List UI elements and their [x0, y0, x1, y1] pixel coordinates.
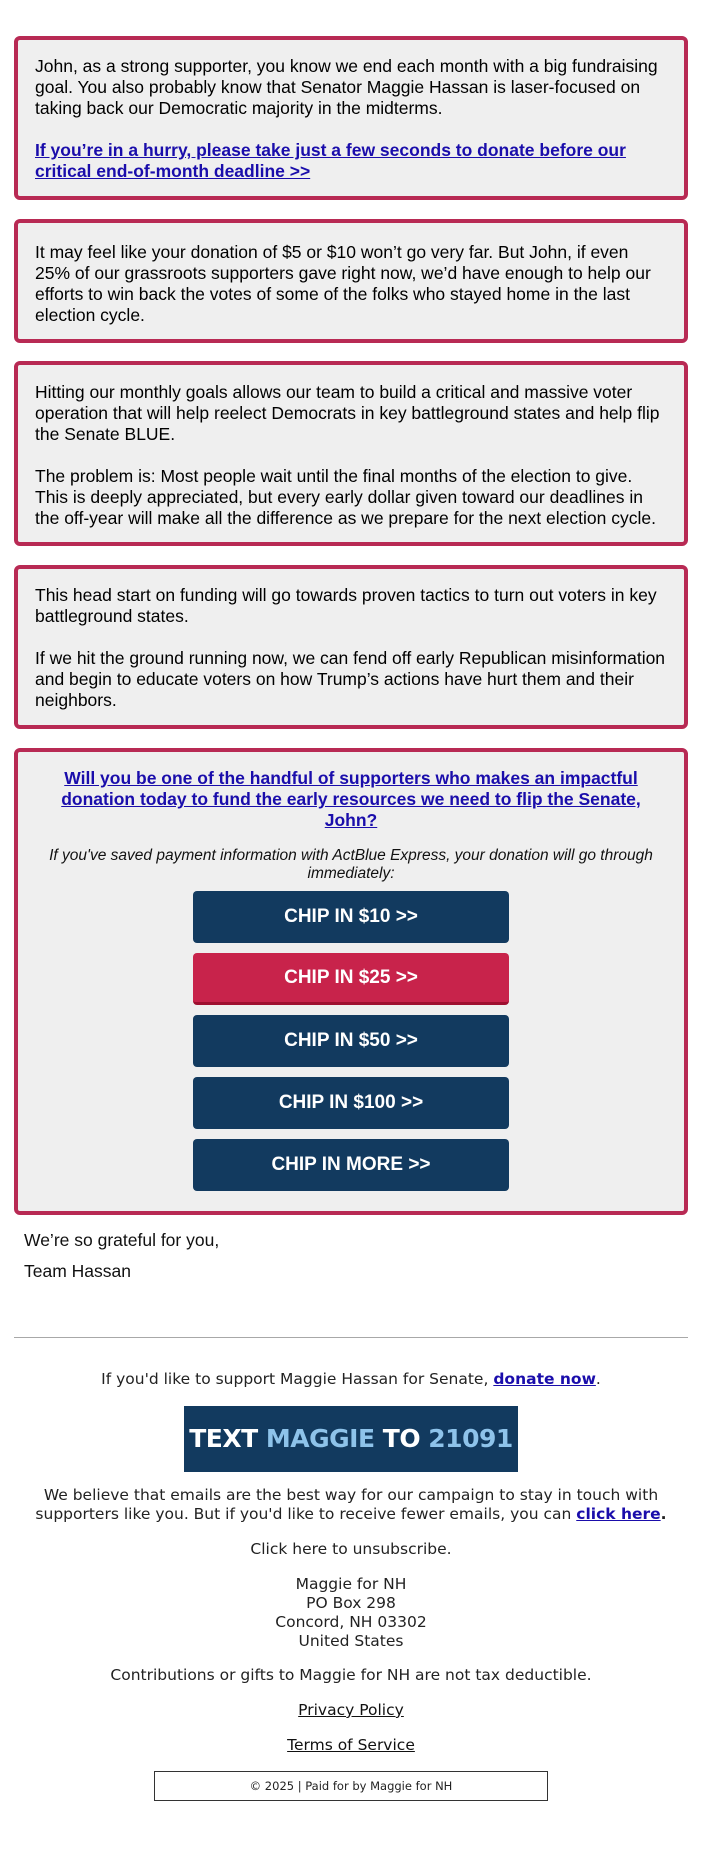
- chip-in-50-button[interactable]: CHIP IN $50 >>: [193, 1015, 509, 1067]
- head-start-box: [14, 565, 688, 729]
- chip-in-25-button[interactable]: CHIP IN $25 >>: [193, 953, 509, 1005]
- copyright-box: © 2025 | Paid for by Maggie for NH: [154, 1771, 548, 1801]
- tax-note: Contributions or gifts to Maggie for NH are not tax deductible.: [110, 1666, 592, 1684]
- fewer-emails-line: We believe that emails are the best way for our campaign to stay in touch with supporters like you. But if you'd like to receive fewer emails, you can click here.: [35, 1486, 667, 1523]
- support-line: If you'd like to support Maggie Hassan for Senate, donate now.: [101, 1370, 601, 1388]
- signoff-signature: Team Hassan: [24, 1261, 131, 1281]
- address-line: PO Box 298: [306, 1594, 396, 1612]
- head-start-paragraph: This head start on funding will go towards proven tactics to turn out voters in key battleground states.: [35, 585, 657, 626]
- footer-divider: [14, 1337, 688, 1338]
- terms-of-service-link[interactable]: Terms of Service: [287, 1736, 415, 1754]
- problem-paragraph: The problem is: Most people wait until the final months of the election to give. This is deeply appreciated, but every early dollar given toward our deadlines in the off-year will make all the difference as we prepare for the next election cycle.: [35, 466, 656, 528]
- quick-donate-link[interactable]: If you’re in a hurry, please take just a few seconds to donate before our critical end-of-month deadline >>: [35, 140, 626, 181]
- ground-running-paragraph: If we hit the ground running now, we can fend off early Republican misinformation and begin to educate voters on how Trump’s actions have hurt them and their neighbors.: [35, 648, 666, 710]
- donate-box: [14, 748, 688, 1215]
- mailing-address: [14, 1575, 688, 1651]
- intro-box: [14, 36, 688, 200]
- donate-headline-link[interactable]: Will you be one of the handful of supporters who makes an impactful donation today to fund the early resources we need to flip the Senate, John?: [61, 768, 641, 830]
- intro-paragraph: John, as a strong supporter, you know we end each month with a big fundraising goal. You also probably know that Senator Maggie Hassan is laser-focused on taking back our Democratic majority in the midterms.: [35, 56, 658, 118]
- signoff: [24, 1225, 219, 1287]
- address-line: Maggie for NH: [295, 1575, 407, 1593]
- text-maggie-banner[interactable]: TEXT MAGGIE TO 21091: [184, 1406, 518, 1472]
- chip-in-100-button[interactable]: CHIP IN $100 >>: [193, 1077, 509, 1129]
- unsubscribe-link[interactable]: Click here to unsubscribe.: [250, 1540, 452, 1558]
- signoff-line: We’re so grateful for you,: [24, 1230, 220, 1250]
- privacy-policy-link[interactable]: Privacy Policy: [298, 1701, 404, 1719]
- actblue-note: If you've saved payment information with ActBlue Express, your donation will go through immediately:: [49, 847, 653, 882]
- monthly-goals-paragraph: Hitting our monthly goals allows our team to build a critical and massive voter operation that will help reelect Democrats in key battleground states and help flip the Senate BLUE.: [35, 382, 660, 444]
- address-line: United States: [298, 1632, 404, 1650]
- footer: [14, 1370, 688, 1801]
- donation-impact-paragraph: It may feel like your donation of $5 or $10 won’t go very far. But John, if even 25% of our grassroots supporters gave right now, we’d have enough to help our efforts to win back the votes of some of the folks who stayed home in the last election cycle.: [35, 242, 651, 325]
- chip-in-more-button[interactable]: CHIP IN MORE >>: [193, 1139, 509, 1191]
- chip-in-10-button[interactable]: CHIP IN $10 >>: [193, 891, 509, 943]
- donate-button-group: [38, 891, 664, 1191]
- monthly-goals-box: [14, 361, 688, 546]
- donate-now-link[interactable]: donate now: [493, 1370, 596, 1388]
- fewer-emails-link[interactable]: click here: [576, 1505, 661, 1523]
- address-line: Concord, NH 03302: [275, 1613, 427, 1631]
- donation-impact-box: [14, 219, 688, 343]
